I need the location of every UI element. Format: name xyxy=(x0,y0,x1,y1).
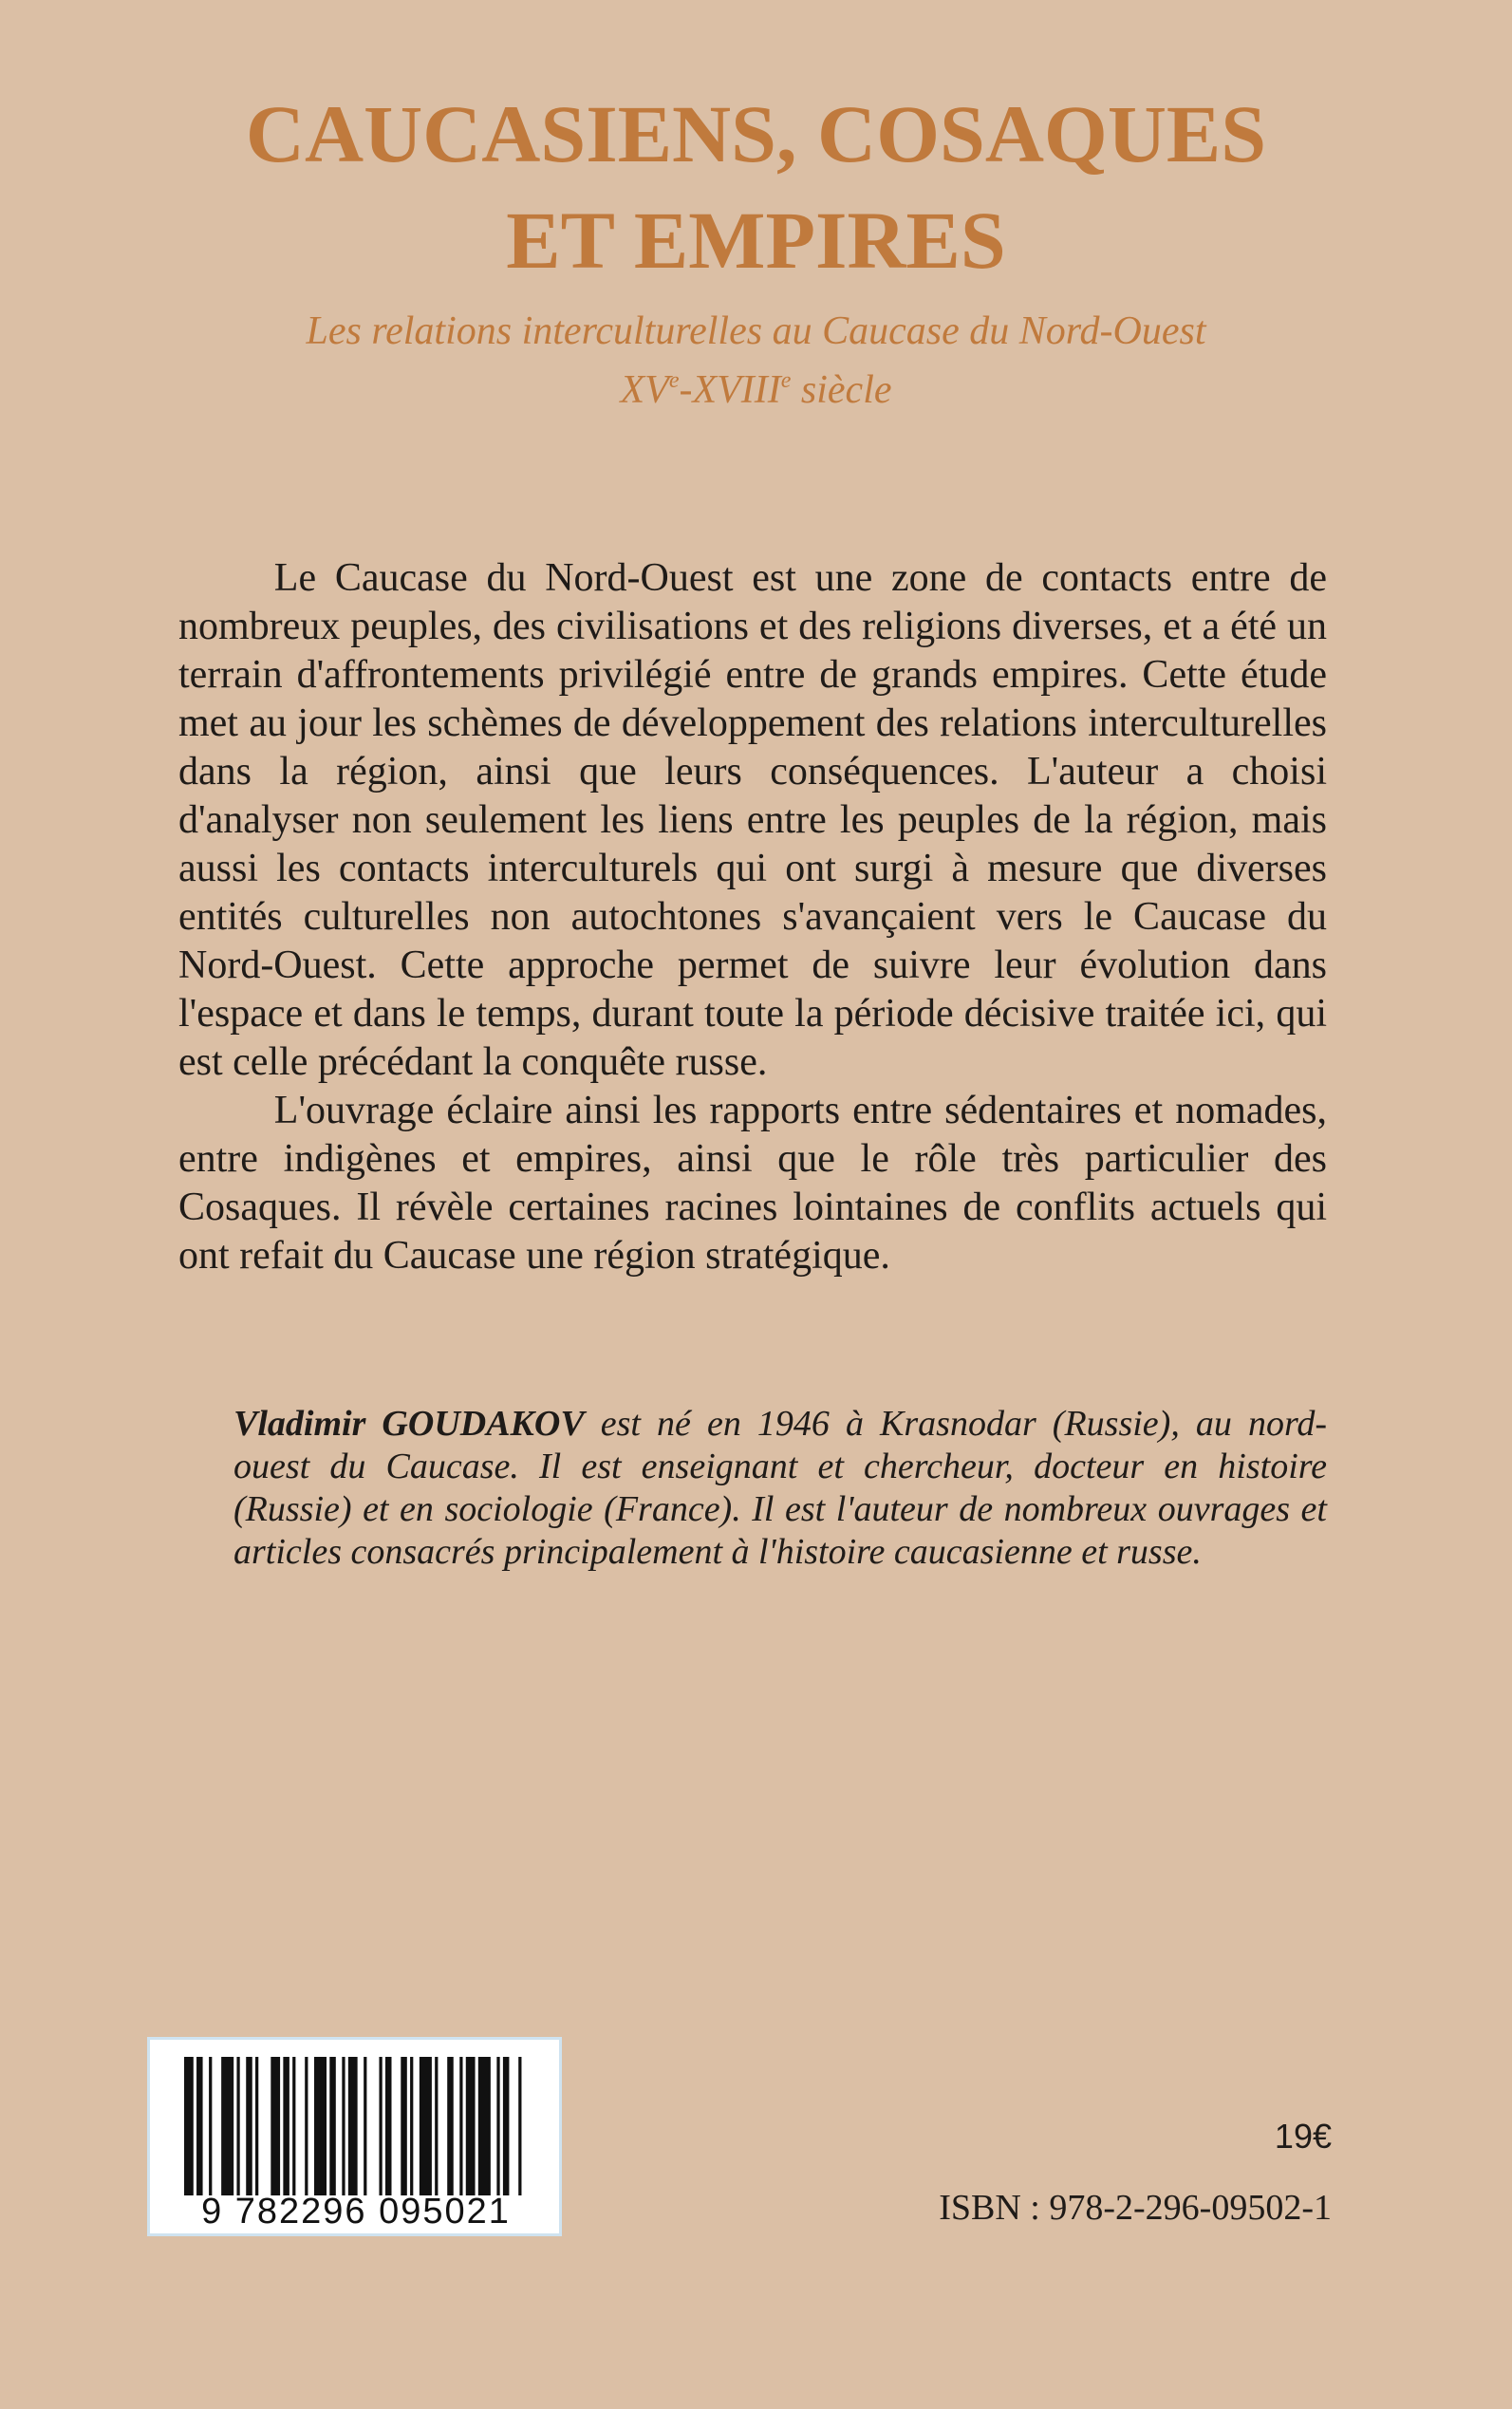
barcode-bar xyxy=(447,2057,454,2195)
subtitle-line-1: Les relations interculturelles au Caucase du Nord-Ouest xyxy=(306,309,1206,353)
century-start: XV xyxy=(620,368,669,412)
barcode-bar xyxy=(503,2057,510,2195)
barcode-bar xyxy=(459,2057,462,2195)
barcode-digits: 9 782296 095021 xyxy=(201,2192,511,2232)
barcode-bar xyxy=(496,2057,499,2195)
barcode-bar xyxy=(329,2057,336,2195)
book-description xyxy=(178,554,1327,1280)
barcode-bar xyxy=(283,2057,289,2195)
barcode-bar xyxy=(364,2057,366,2195)
barcode-bar xyxy=(221,2057,233,2195)
barcode-bar xyxy=(271,2057,280,2195)
century-start-superscript: e xyxy=(668,368,680,393)
description-paragraph-2: L'ouvrage éclaire ainsi les rapports entre sédentaires et nomades, entre indigènes et empires, ainsi que le rôle très particulier des Cosaques. Il révèle certaines racines lointaines de conflits actuels qui ont refait du Caucase une région stratégique. xyxy=(178,1089,1327,1278)
author-name: Vladimir GOUDAKOV xyxy=(233,1404,585,1444)
barcode-bar xyxy=(466,2057,476,2195)
barcode xyxy=(147,2037,562,2236)
barcode-bars-graphic xyxy=(184,2057,528,2195)
barcode-bar xyxy=(314,2057,327,2195)
description-paragraph-1: Le Caucase du Nord-Ouest est une zone de contacts entre de nombreux peuples, des civilisations et des religions diverses, et a été un terrain d'affrontements privilégié entre de grands empires. Cette étude met au jour les schèmes de développement des relations interculturelles dans la région, ainsi que leurs conséquences. L'auteur a choisi d'analyser non seulement les liens entre les peuples de la région, mais aussi les contacts interculturels qui ont surgi à mesure que diverses entités culturelles non autochtones s'avançaient vers le Caucase du Nord-Ouest. Cette approche permet de suivre leur évolution dans l'espace et dans le temps, durant toute la période décisive traitée ici, qui est celle précédant la conquête russe. xyxy=(178,556,1327,1084)
author-bio xyxy=(233,1403,1327,1574)
barcode-bar xyxy=(236,2057,239,2195)
century-end-superscript: e xyxy=(780,368,792,393)
century-end: -XVIII xyxy=(679,368,781,412)
barcode-bar xyxy=(255,2057,258,2195)
barcode-bar xyxy=(348,2057,358,2195)
barcode-bar xyxy=(518,2057,521,2195)
subtitle-line-2 xyxy=(0,370,1512,410)
barcode-bar xyxy=(478,2057,491,2195)
book-title-line-2: ET EMPIRES xyxy=(506,195,1006,286)
barcode-bar xyxy=(401,2057,407,2195)
barcode-bar xyxy=(246,2057,252,2195)
century-word: siècle xyxy=(791,368,892,412)
barcode-bar xyxy=(385,2057,392,2195)
book-title-line-1: CAUCASIENS, COSAQUES xyxy=(245,88,1267,179)
barcode-bar xyxy=(379,2057,382,2195)
barcode-bar xyxy=(410,2057,413,2195)
barcode-bar xyxy=(342,2057,345,2195)
isbn: ISBN : 978-2-296-09502-1 xyxy=(939,2188,1332,2228)
price: 19€ xyxy=(1274,2117,1332,2156)
barcode-bar xyxy=(196,2057,203,2195)
barcode-bar xyxy=(292,2057,295,2195)
barcode-bar xyxy=(435,2057,438,2195)
barcode-bar xyxy=(209,2057,212,2195)
barcode-bar xyxy=(184,2057,194,2195)
barcode-bar xyxy=(305,2057,308,2195)
author-bio-text: est né en 1946 à Krasnodar (Russie), au nord-ouest du Caucase. Il est enseignant et chercheur, docteur en histoire (Russie) et en sociologie (France). Il est l'auteur de nombreux ouvrages et articles consacrés principalement à l'histoire caucasienne et russe. xyxy=(233,1404,1327,1572)
barcode-bar xyxy=(420,2057,432,2195)
